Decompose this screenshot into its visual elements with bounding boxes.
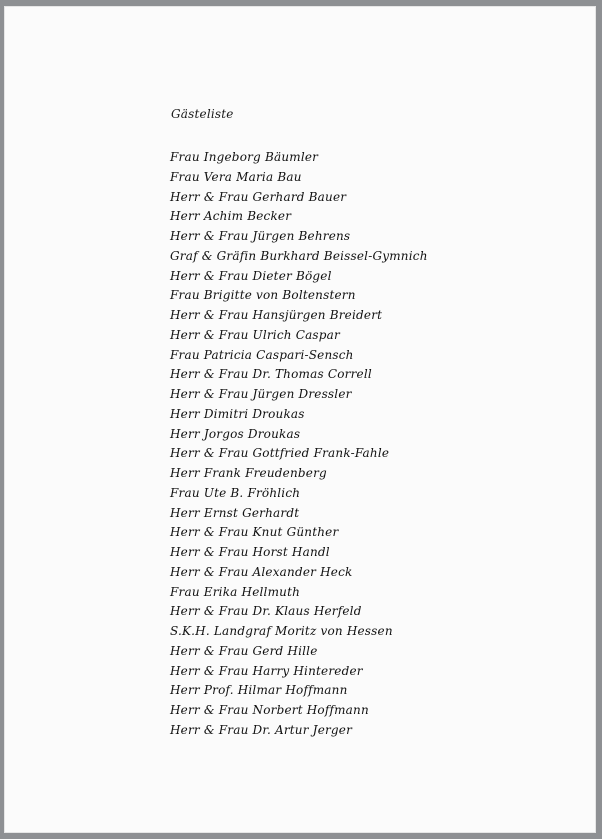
guest-entry: Herr & Frau Gottfried Frank-Fahle [170,446,390,461]
guest-entry: Herr Prof. Hilmar Hoffmann [170,683,348,698]
guest-entry: Herr & Frau Jürgen Behrens [170,229,351,243]
guest-entry: S.K.H. Landgraf Moritz von Hessen [170,624,393,638]
guest-entry: Herr Frank Freudenberg [170,466,327,480]
guest-entry: Herr & Frau Dr. Artur Jerger [170,722,353,737]
guest-entry: Herr & Frau Gerhard Bauer [170,189,347,204]
guest-entry: Herr Achim Becker [170,209,292,224]
guest-entry: Herr & Frau Knut Günther [170,525,339,540]
guest-entry: Herr & Frau Norbert Hoffmann [170,703,369,717]
guest-entry: Graf & Gräfin Burkhard Beissel-Gymnich [170,248,428,263]
guest-entry: Herr & Frau Hansjürgen Breidert [170,308,383,322]
guest-entry: Herr & Frau Jürgen Dressler [170,387,352,401]
guest-list [170,148,428,741]
page-title: Gästeliste [171,107,234,121]
guest-entry: Herr & Frau Dr. Thomas Correll [170,367,372,382]
guest-entry: Herr Dimitri Droukas [170,406,305,421]
guest-entry: Herr & Frau Alexander Heck [170,564,353,579]
guest-entry: Frau Ute B. Fröhlich [170,485,301,500]
guest-entry: Herr Jorgos Droukas [170,426,301,441]
guest-entry: Herr & Frau Gerd Hille [170,643,318,658]
guest-entry: Herr & Frau Horst Handl [170,545,330,559]
guest-entry: Herr & Frau Dr. Klaus Herfeld [170,604,362,619]
guest-entry: Herr Ernst Gerhardt [170,505,300,520]
guest-entry: Herr & Frau Ulrich Caspar [170,327,340,342]
guest-entry: Frau Brigitte von Boltenstern [170,288,356,303]
guest-entry: Herr & Frau Dieter Bögel [170,268,332,283]
guest-entry: Frau Patricia Caspari-Sensch [170,347,354,362]
guest-entry: Frau Vera Maria Bau [170,169,302,184]
guest-entry: Frau Erika Hellmuth [170,584,301,599]
guest-entry: Frau Ingeborg Bäumler [170,150,319,164]
guest-entry: Herr & Frau Harry Hintereder [170,663,363,678]
